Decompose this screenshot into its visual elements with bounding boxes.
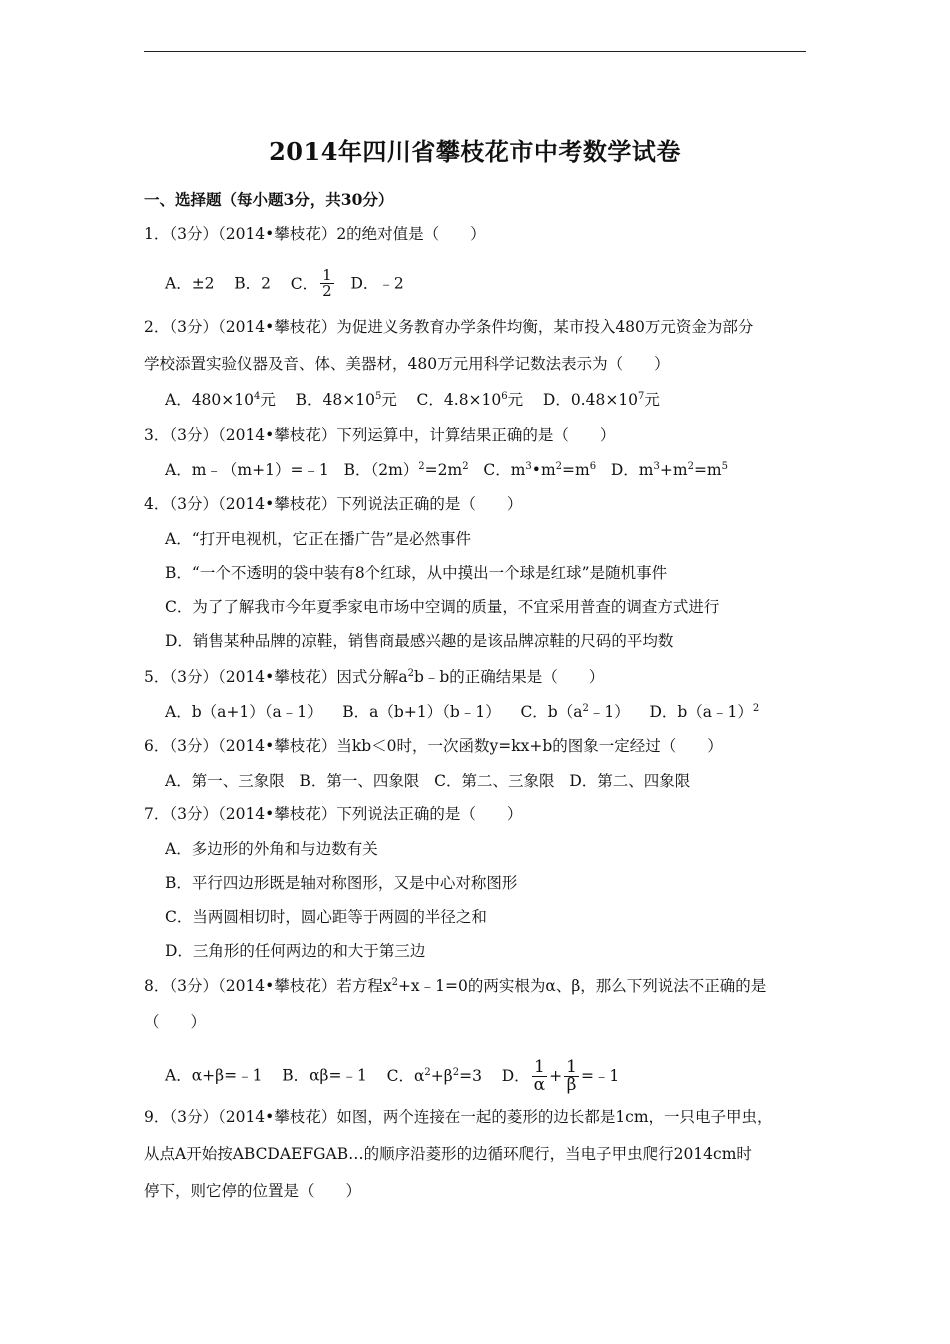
q6-option-d: D．第二、四象限 <box>569 772 691 790</box>
question-8-stem-line1: 8．（3分）（2014•攀枝花）若方程$x^2+x﹣1=0$的两实根为α、β，那么下列说法不正确的是 <box>144 977 767 995</box>
q7-option-a: A．多边形的外角和与边数有关 <box>165 840 378 858</box>
q3-option-d: D．$m^3+m^2=m^5$ <box>610 461 728 479</box>
q3-option-a: A．m﹣（m+1）=﹣1 <box>165 461 329 479</box>
q3-option-c: C．$m^3•m^2=m^6$ <box>483 461 597 479</box>
q5-option-c: C．$b(a^2﹣1)$ <box>520 703 630 721</box>
q2-option-a: A．$480\times 10^4$元 <box>165 391 276 409</box>
q2-option-d: D．$0.48\times 10^7$元 <box>542 391 660 409</box>
q5-option-a: A．b（a+1）（a﹣1） <box>165 703 323 721</box>
q1-option-a: A．±2 <box>165 274 215 293</box>
q8-option-d: D． $\frac{1}{\alpha}$ + $\frac{1}{\beta}$ =﹣1 <box>501 1057 620 1095</box>
question-1-stem: 1．（3分）（2014•攀枝花）2的绝对值是（ ） <box>144 225 486 243</box>
section-heading: 一、选择题（每小题3分，共30分） <box>144 190 394 209</box>
header-rule <box>144 51 806 52</box>
question-7-stem: 7．（3分）（2014•攀枝花）下列说法正确的是（ ） <box>144 805 523 823</box>
q1-option-d: D．﹣2 <box>350 274 404 293</box>
question-2-options <box>165 390 660 410</box>
fraction-one-over-alpha: $\frac{1}{\alpha}$ <box>533 1057 546 1095</box>
q3-option-b: B．$(2m)^2=2m^2$ <box>343 461 469 479</box>
question-6-options <box>165 771 690 791</box>
q8-option-a: A．α+β=﹣1 <box>165 1066 263 1085</box>
question-2-stem-line2: 学校添置实验仪器及音、体、美器材，480万元用科学记数法表示为（ ） <box>144 355 670 373</box>
question-2-stem-line1: 2．（3分）（2014•攀枝花）为促进义务教育办学条件均衡，某市投入480万元资金为部分 <box>144 318 754 336</box>
q7-option-c: C．当两圆相切时，圆心距等于两圆的半径之和 <box>165 908 487 926</box>
question-9-stem-line3: 停下，则它停的位置是（ ） <box>144 1182 362 1200</box>
q6-option-b: B．第一、四象限 <box>299 772 420 790</box>
question-1-options <box>165 266 404 300</box>
q7-option-d: D．三角形的任何两边的和大于第三边 <box>165 942 426 960</box>
fraction-one-over-beta: $\frac{1}{\beta}$ <box>566 1057 577 1095</box>
q2-option-c: C．$4.8\times 10^6$元 <box>416 391 524 409</box>
q6-option-c: C．第二、三象限 <box>434 772 555 790</box>
question-5-options <box>165 702 759 722</box>
q2-option-b: B．$48\times 10^5$元 <box>295 391 397 409</box>
question-8-options <box>165 1059 619 1094</box>
q5-option-d: D．b（a﹣1）$^2$ <box>649 703 760 721</box>
q5-option-b: B．a（b+1）（b﹣1） <box>342 703 501 721</box>
question-4-stem: 4．（3分）（2014•攀枝花）下列说法正确的是（ ） <box>144 495 523 513</box>
q6-option-a: A．第一、三象限 <box>165 772 285 790</box>
q7-option-b: B．平行四边形既是轴对称图形，又是中心对称图形 <box>165 874 518 892</box>
q4-option-a: A．“打开电视机，它正在播广告”是必然事件 <box>165 530 472 548</box>
question-9-stem-line2: 从点A开始按ABCDAEFGAB…的顺序沿菱形的边循环爬行，当电子甲虫爬行2014cm时 <box>144 1145 752 1163</box>
question-8-stem-line2: （ ） <box>144 1013 207 1031</box>
exam-title: 2014年四川省攀枝花市中考数学试卷 <box>269 137 681 166</box>
fraction-one-half: $\frac{1}{2}$ <box>322 266 332 300</box>
question-9-stem-line1: 9．（3分）（2014•攀枝花）如图，两个连接在一起的菱形的边长都是1cm，一只电子甲虫， <box>144 1108 773 1126</box>
q1-option-c: C． $\frac{1}{2}$ <box>290 266 332 300</box>
q1-option-b: B．2 <box>234 274 272 293</box>
q8-option-b: B．αβ=﹣1 <box>282 1066 367 1085</box>
q4-option-d: D．销售某种品牌的凉鞋，销售商最感兴趣的是该品牌凉鞋的尺码的平均数 <box>165 632 674 650</box>
q4-option-b: B．“一个不透明的袋中装有8个红球，从中摸出一个球是红球”是随机事件 <box>165 564 668 582</box>
q8-option-c: C．$\alpha^2+\beta^2=3$ <box>386 1066 482 1085</box>
q4-option-c: C．为了了解我市今年夏季家电市场中空调的质量，不宜采用普查的调查方式进行 <box>165 598 720 616</box>
question-3-stem: 3．（3分）（2014•攀枝花）下列运算中，计算结果正确的是（ ） <box>144 426 616 444</box>
question-5-stem: 5．（3分）（2014•攀枝花）因式分解$a^2b﹣b$的正确结果是（ ） <box>144 668 605 686</box>
question-3-options <box>165 460 728 480</box>
question-6-stem: 6．（3分）（2014•攀枝花）当kb＜0时，一次函数y=kx+b的图象一定经过（ ） <box>144 737 723 755</box>
